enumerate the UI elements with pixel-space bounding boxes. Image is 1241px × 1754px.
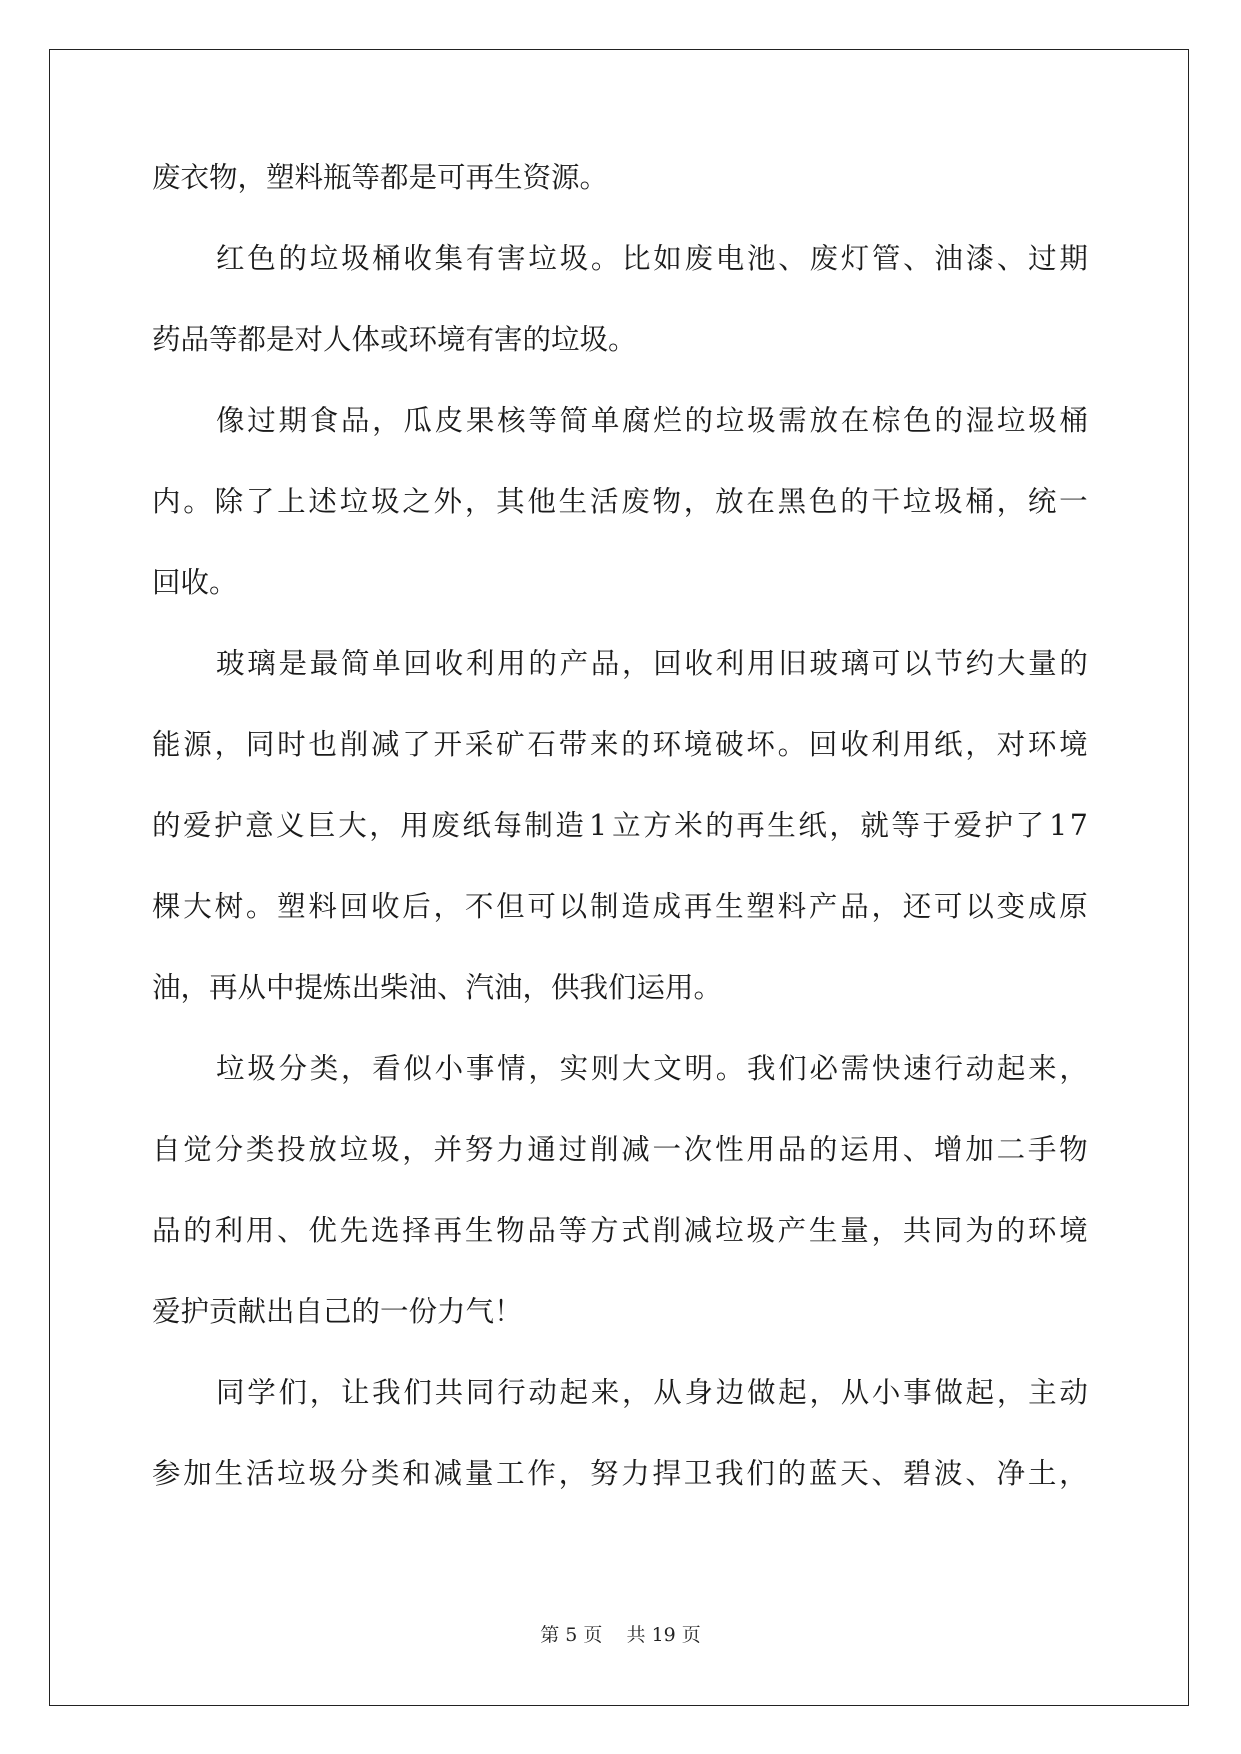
text-line: 自 觉 分 类 投 放 垃 圾 ， 并 努 力 通 过 削 减 一 次 性 用 品 的 运 用 、 增 加 二 手 物 [152, 1133, 1088, 1166]
text-line: 红 色 的 垃 圾 桶 收 集 有 害 垃 圾 。 比 如 废 电 池 、 废 灯 管 、 油 漆 、 过 期 [216, 242, 1088, 275]
text-line: 能 源 ， 同 时 也 削 减 了 开 采 矿 石 带 来 的 环 境 破 坏 。 回 收 利 用 纸 ， 对 环 境 [152, 728, 1088, 761]
document-body [152, 158, 1088, 1535]
page-number-footer: 第 5 页 共 19 页 [540, 1624, 701, 1646]
text-line: 油，再从中提炼出柴油、汽油，供我们运用。 [152, 971, 723, 1004]
text-line: 爱护贡献出自己的一份力气！ [152, 1295, 523, 1328]
text-line: 同 学 们 ， 让 我 们 共 同 行 动 起 来 ， 从 身 边 做 起 ， 从 小 事 做 起 ， 主 动 [216, 1376, 1088, 1409]
text-line: 回收。 [152, 566, 238, 599]
text-line: 的 爱 护 意 义 巨 大 ， 用 废 纸 每 制 造 1 立 方 米 的 再 生 纸 ， 就 等 于 爱 护 了 1 7 [152, 809, 1088, 842]
text-line: 参 加 生 活 垃 圾 分 类 和 减 量 工 作 ， 努 力 捍 卫 我 们 的 蓝 天 、 碧 波 、 净 土 ， [152, 1457, 1088, 1490]
text-line: 垃 圾 分 类 ， 看 似 小 事 情 ， 实 则 大 文 明 。 我 们 必 需 快 速 行 动 起 来 ， [216, 1052, 1088, 1085]
text-line: 棵 大 树 。 塑 料 回 收 后 ， 不 但 可 以 制 造 成 再 生 塑 料 产 品 ， 还 可 以 变 成 原 [152, 890, 1088, 923]
text-line: 玻 璃 是 最 简 单 回 收 利 用 的 产 品 ， 回 收 利 用 旧 玻 璃 可 以 节 约 大 量 的 [216, 647, 1088, 680]
text-line: 品 的 利 用 、 优 先 选 择 再 生 物 品 等 方 式 削 减 垃 圾 产 生 量 ， 共 同 为 的 环 境 [152, 1214, 1088, 1247]
text-line: 内 。 除 了 上 述 垃 圾 之 外 ， 其 他 生 活 废 物 ， 放 在 黑 色 的 干 垃 圾 桶 ， 统 一 [152, 485, 1088, 518]
text-line: 废衣物，塑料瓶等都是可再生资源。 [152, 161, 609, 194]
text-line: 药品等都是对人体或环境有害的垃圾。 [152, 323, 637, 356]
text-line: 像 过 期 食 品 ， 瓜 皮 果 核 等 简 单 腐 烂 的 垃 圾 需 放 在 棕 色 的 湿 垃 圾 桶 [216, 404, 1088, 437]
